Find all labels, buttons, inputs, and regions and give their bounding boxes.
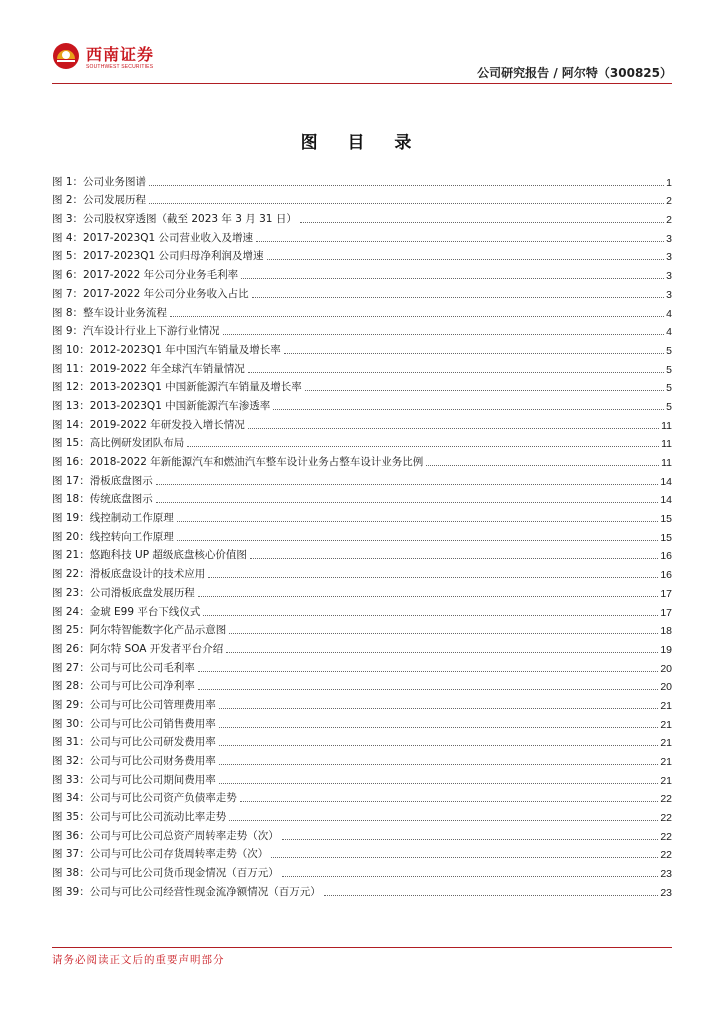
toc-entry-label: 图 37： (52, 848, 90, 861)
logo-emblem-icon (52, 42, 80, 70)
toc-entry-title: 汽车设计行业上下游行业情况 (83, 325, 220, 338)
toc-dot-leader (219, 726, 659, 728)
toc-entry[interactable] (52, 675, 672, 694)
toc-entry-label: 图 33： (52, 773, 90, 786)
toc-entry-label: 图 9： (52, 325, 84, 338)
footer-divider (52, 947, 672, 948)
toc-dot-leader (324, 894, 659, 896)
toc-entry-page: 21 (660, 737, 672, 750)
toc-entry-label: 图 19： (52, 512, 90, 525)
toc-entry-title: 2017-2022 年公司分业务毛利率 (83, 269, 239, 282)
toc-entry-label: 图 26： (52, 642, 90, 655)
toc-title: 图 目 录 (300, 133, 424, 153)
toc-entry-title: 悠跑科技 UP 超级底盘核心价值图 (89, 549, 247, 562)
toc-entry-title: 滑板底盘图示 (89, 474, 153, 487)
toc-dot-leader (187, 445, 659, 447)
toc-entry[interactable] (52, 581, 672, 600)
toc-dot-leader (226, 651, 658, 653)
toc-entry-label: 图 29： (52, 698, 90, 711)
toc-entry-title: 公司股权穿透图（截至 2023 年 3 月 31 日） (83, 213, 297, 226)
toc-dot-leader (156, 501, 659, 503)
toc-dot-leader (198, 670, 659, 672)
toc-entry[interactable] (52, 768, 672, 787)
toc-entry-page: 16 (660, 550, 672, 563)
toc-entry[interactable] (52, 282, 672, 301)
toc-entry-page: 16 (660, 569, 672, 582)
toc-entry-page: 21 (660, 756, 672, 768)
toc-entry-label: 图 28： (52, 680, 90, 693)
toc-entry-title: 2017-2022 年公司分业务收入占比 (83, 287, 249, 300)
toc-entry-page: 22 (660, 812, 672, 825)
toc-dot-leader (229, 632, 658, 634)
toc-entry-title: 线控转向工作原理 (89, 530, 174, 543)
toc-dot-leader (273, 408, 664, 410)
toc-entry-page: 20 (660, 662, 672, 675)
toc-entry-page: 5 (666, 344, 672, 357)
toc-entry-label: 图 22： (52, 568, 90, 581)
toc-entry-page: 4 (666, 307, 672, 320)
toc-entry-page: 2 (666, 195, 672, 208)
toc-entry-page: 15 (660, 531, 672, 544)
toc-entry-label: 图 39： (52, 885, 90, 898)
toc-entry-label: 图 31： (52, 736, 90, 749)
toc-entry-label: 图 14： (52, 418, 90, 431)
toc-entry-title: 公司滑板底盘发展历程 (89, 586, 195, 599)
toc-entry-label: 图 23： (52, 586, 90, 599)
toc-entry[interactable] (52, 843, 672, 862)
toc-dot-leader (284, 352, 664, 354)
toc-entry-label: 图 10： (52, 343, 90, 356)
toc-entry[interactable] (52, 749, 672, 768)
toc-dot-leader (256, 240, 664, 242)
toc-entry[interactable] (52, 637, 672, 656)
toc-entry-label: 图 15： (52, 437, 90, 450)
toc-entry[interactable] (52, 544, 672, 563)
header-divider (52, 83, 672, 84)
toc-entry-title: 2019-2022 年全球汽车销量情况 (89, 362, 245, 375)
toc-entry-label: 图 2： (52, 194, 84, 207)
toc-dot-leader (219, 763, 659, 765)
toc-dot-leader (426, 464, 659, 466)
toc-entry[interactable] (52, 263, 672, 282)
footer-disclaimer: 请务必阅读正文后的重要声明部分 (52, 954, 225, 966)
toc-entry[interactable] (52, 301, 672, 320)
toc-entry-page: 11 (661, 419, 672, 432)
toc-entry-title: 公司与可比公司总资产周转率走势（次） (89, 829, 279, 842)
toc-entry-page: 3 (666, 251, 672, 264)
toc-entry-label: 图 21： (52, 549, 90, 562)
toc-entry-title: 公司发展历程 (83, 194, 147, 207)
toc-entry-title: 阿尔特智能数字化产品示意图 (89, 624, 227, 637)
toc-entry-label: 图 8： (52, 306, 84, 319)
toc-entry-title: 2017-2023Q1 公司营业收入及增速 (83, 231, 254, 244)
toc-entry-page: 11 (661, 438, 672, 451)
toc-entry[interactable] (52, 432, 672, 451)
toc-entry-title: 公司与可比公司净利率 (89, 680, 195, 693)
toc-entry-label: 图 13： (52, 399, 90, 412)
toc-entry-page: 5 (666, 363, 672, 376)
toc-entry-label: 图 12： (52, 381, 90, 394)
toc-entry[interactable] (52, 805, 672, 824)
toc-entry-label: 图 34： (52, 792, 90, 805)
toc-entry-page: 11 (661, 457, 672, 469)
toc-entry-page: 4 (666, 326, 672, 339)
toc-entry-title: 公司与可比公司货币现金情况（百万元） (89, 867, 279, 880)
toc-entry-label: 图 24： (52, 605, 90, 618)
toc-entry-label: 图 25： (52, 624, 90, 637)
toc-dot-leader (240, 800, 659, 802)
toc-entry-label: 图 30： (52, 717, 90, 730)
toc-dot-leader (208, 576, 658, 578)
toc-entry-title: 2013-2023Q1 中国新能源汽车渗透率 (89, 399, 271, 412)
toc-dot-leader (282, 875, 659, 877)
toc-dot-leader (252, 296, 665, 298)
toc-dot-leader (223, 333, 665, 335)
toc-entry-title: 整车设计业务流程 (83, 306, 168, 319)
toc-entry-title: 传统底盘图示 (89, 493, 153, 506)
toc-entry[interactable] (52, 861, 672, 880)
toc-entry-title: 高比例研发团队布局 (89, 437, 185, 450)
toc-entry-label: 图 3： (52, 213, 84, 226)
toc-entry[interactable] (52, 450, 672, 469)
toc-dot-leader (177, 520, 659, 522)
report-title: 公司研究报告 / 阿尔特（300825） (477, 66, 672, 80)
toc-dot-leader (170, 315, 664, 317)
toc-entry[interactable] (52, 600, 672, 619)
toc-entry[interactable] (52, 207, 672, 226)
toc-dot-leader (198, 595, 659, 597)
toc-entry-page: 14 (660, 494, 672, 507)
toc-entry-page: 5 (666, 382, 672, 395)
toc-entry-title: 公司与可比公司存货周转率走势（次） (89, 848, 269, 861)
toc-entry-page: 17 (660, 587, 672, 600)
toc-dot-leader (203, 614, 658, 616)
toc-entry-page: 23 (660, 868, 672, 881)
toc-entry-page: 3 (666, 232, 672, 245)
toc-dot-leader (198, 688, 659, 690)
toc-entry-page: 14 (660, 475, 672, 488)
toc-entry[interactable] (52, 320, 672, 339)
toc-entry[interactable] (52, 357, 672, 376)
toc-entry-page: 18 (660, 625, 672, 638)
toc-entry[interactable] (52, 619, 672, 638)
toc-dot-leader (271, 856, 658, 858)
toc-entry-label: 图 11： (52, 362, 90, 375)
toc-dot-leader (149, 184, 664, 186)
toc-dot-leader (177, 539, 659, 541)
toc-entry-title: 2012-2023Q1 年中国汽车销量及增长率 (89, 343, 281, 356)
toc-dot-leader (282, 838, 659, 840)
toc-entry-title: 公司与可比公司财务费用率 (89, 755, 216, 767)
toc-dot-leader (219, 744, 659, 746)
toc-entry-page: 2 (666, 214, 672, 227)
toc-dot-leader (305, 389, 664, 391)
toc-dot-leader (219, 707, 659, 709)
toc-entry-label: 图 35： (52, 811, 90, 824)
toc-entry[interactable] (52, 488, 672, 507)
toc-entry[interactable] (52, 731, 672, 750)
company-logo (52, 40, 172, 76)
toc-entry[interactable] (52, 170, 672, 189)
toc-entry-label: 图 38： (52, 867, 90, 880)
toc-entry[interactable] (52, 824, 672, 843)
toc-entry[interactable] (52, 693, 672, 712)
toc-entry-page: 1 (666, 176, 672, 189)
toc-entry-label: 图 18： (52, 493, 90, 506)
toc-entry-page: 19 (660, 643, 672, 656)
toc-entry[interactable] (52, 226, 672, 245)
toc-entry-title: 公司与可比公司管理费用率 (89, 698, 216, 711)
toc-entry[interactable] (52, 469, 672, 488)
toc-entry-label: 图 6： (52, 269, 84, 282)
toc-entry-page: 20 (660, 681, 672, 694)
toc-entry-label: 图 17： (52, 474, 90, 487)
toc-entry-label: 图 1： (52, 175, 84, 188)
toc-dot-leader (229, 819, 658, 821)
toc-entry-page: 15 (660, 513, 672, 526)
toc-entry[interactable] (52, 712, 672, 731)
toc-entry-page: 17 (660, 606, 672, 619)
toc-dot-leader (156, 483, 659, 485)
toc-entry[interactable] (52, 525, 672, 544)
toc-entry[interactable] (52, 338, 672, 357)
toc-dot-leader (149, 202, 664, 204)
toc-entry-title: 线控制动工作原理 (89, 512, 174, 525)
toc-entry-page: 22 (660, 793, 672, 806)
toc-entry-label: 图 7： (52, 287, 84, 300)
toc-entry-title: 2017-2023Q1 公司归母净利润及增速 (83, 250, 264, 263)
toc-entry-title: 公司与可比公司期间费用率 (89, 773, 216, 786)
toc-list (52, 170, 672, 899)
toc-dot-leader (241, 277, 664, 279)
toc-entry[interactable] (52, 394, 672, 413)
toc-dot-leader (250, 557, 658, 559)
logo-chinese-name: 西南证券 (86, 45, 155, 64)
toc-entry-page: 21 (660, 774, 672, 787)
toc-entry-title: 公司与可比公司流动比率走势 (89, 811, 227, 824)
toc-entry[interactable] (52, 376, 672, 395)
toc-entry-page: 3 (666, 270, 672, 283)
toc-entry-title: 滑板底盘设计的技术应用 (89, 568, 206, 581)
toc-entry-title: 公司与可比公司资产负债率走势 (89, 792, 237, 805)
toc-entry-title: 阿尔特 SOA 开发者平台介绍 (89, 642, 224, 655)
toc-entry-label: 图 36： (52, 829, 90, 842)
toc-entry-label: 图 32： (52, 755, 90, 767)
toc-entry-title: 2018-2022 年新能源汽车和燃油汽车整车设计业务占整车设计业务比例 (89, 456, 424, 468)
toc-entry-title: 金琥 E99 平台下线仪式 (89, 605, 201, 618)
toc-dot-leader (300, 221, 664, 223)
toc-entry-label: 图 4： (52, 231, 84, 244)
toc-dot-leader (267, 258, 665, 260)
toc-entry-title: 公司与可比公司研发费用率 (89, 736, 216, 749)
toc-entry[interactable] (52, 880, 672, 899)
toc-entry-page: 3 (666, 288, 672, 301)
toc-entry[interactable] (52, 656, 672, 675)
toc-entry-page: 23 (660, 886, 672, 899)
toc-entry-title: 公司与可比公司销售费用率 (89, 717, 216, 730)
toc-entry[interactable] (52, 787, 672, 806)
toc-entry-title: 公司与可比公司毛利率 (89, 661, 195, 674)
toc-entry-page: 5 (666, 400, 672, 413)
toc-entry-title: 公司业务图谱 (83, 175, 147, 188)
toc-entry-page: 21 (660, 699, 672, 712)
toc-entry[interactable] (52, 189, 672, 208)
toc-entry-label: 图 20： (52, 530, 90, 543)
page-header (0, 0, 724, 90)
toc-dot-leader (248, 427, 659, 429)
toc-entry-label: 图 5： (52, 250, 84, 263)
toc-entry[interactable] (52, 413, 672, 432)
toc-entry-title: 2013-2023Q1 中国新能源汽车销量及增长率 (89, 381, 302, 394)
toc-entry[interactable] (52, 245, 672, 264)
toc-entry-label: 图 27： (52, 661, 90, 674)
toc-entry-page: 21 (660, 718, 672, 731)
toc-entry-title: 2019-2022 年研发投入增长情况 (89, 418, 245, 431)
toc-entry-page: 22 (660, 849, 672, 862)
logo-english-name: SOUTHWEST SECURITIES (86, 64, 154, 70)
toc-entry[interactable] (52, 506, 672, 525)
toc-dot-leader (219, 782, 659, 784)
toc-entry-label: 图 16： (52, 456, 90, 468)
toc-entry[interactable] (52, 562, 672, 581)
toc-entry-page: 22 (660, 830, 672, 843)
toc-dot-leader (248, 371, 664, 373)
toc-entry-title: 公司与可比公司经营性现金流净额情况（百万元） (89, 885, 321, 898)
